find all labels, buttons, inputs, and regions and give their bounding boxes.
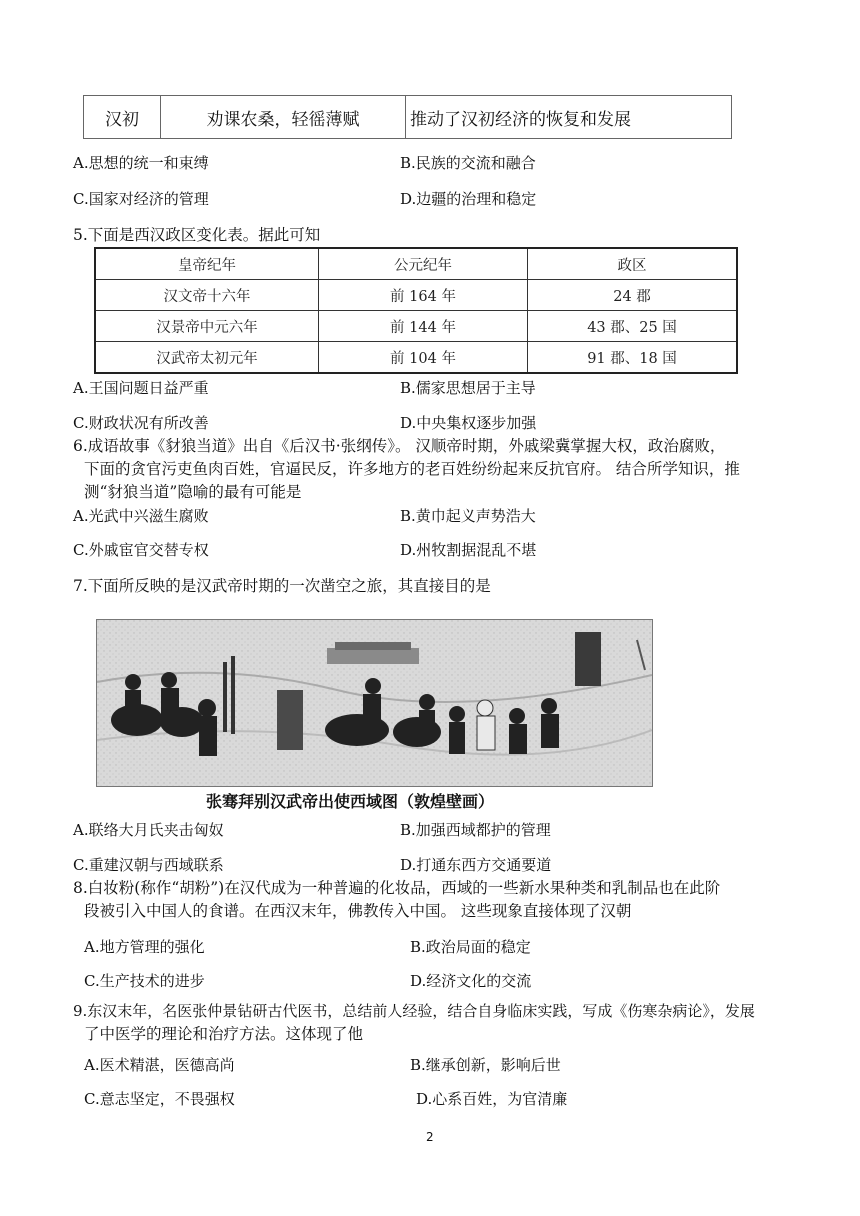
mural-caption: 张骞拜别汉武帝出使西域图（敦煌壁画） <box>206 792 495 811</box>
table-row <box>95 280 737 311</box>
q8-option-d[interactable]: D.经济文化的交流 <box>410 972 532 990</box>
mural-image <box>96 619 653 787</box>
table-cell: 前 104 年 <box>319 342 528 374</box>
table-cell: 汉武帝太初元年 <box>95 342 319 374</box>
q9-option-b[interactable]: B.继承创新，影响后世 <box>410 1056 561 1074</box>
q8-option-b[interactable]: B.政治局面的稳定 <box>410 938 531 956</box>
q8-stem-line: 8.白妆粉(称作“胡粉”)在汉代成为一种普遍的化妆品，西域的一些新水果种类和乳制品也在此阶 <box>73 879 721 897</box>
q8-option-c[interactable]: C.生产技术的进步 <box>84 972 205 990</box>
table-cell: 汉景帝中元六年 <box>95 311 319 342</box>
q8-stem-line: 段被引入中国人的食谱。在西汉末年，佛教传入中国。 这些现象直接体现了汉朝 <box>84 902 632 920</box>
column-header: 皇帝纪年 <box>95 248 319 280</box>
table-cell: 前 164 年 <box>319 280 528 311</box>
q9-option-c[interactable]: C.意志坚定，不畏强权 <box>84 1090 235 1108</box>
q4-option-a[interactable]: A.思想的统一和束缚 <box>73 154 209 172</box>
table-cell: 43 郡、25 国 <box>528 311 738 342</box>
q6-stem-line: 下面的贪官污吏鱼肉百姓，官逼民反，许多地方的老百姓纷纷起来反抗官府。 结合所学知识，推 <box>84 460 740 478</box>
q6-stem-line: 测“豺狼当道”隐喻的最有可能是 <box>84 483 302 501</box>
column-header: 政区 <box>528 248 738 280</box>
q5-option-d[interactable]: D.中央集权逐步加强 <box>400 414 537 432</box>
table-cell-period: 汉初 <box>84 96 161 139</box>
q9-stem-line: 了中医学的理论和治疗方法。这体现了他 <box>84 1025 364 1043</box>
q7-option-b[interactable]: B.加强西域都护的管理 <box>400 821 551 839</box>
table-cell: 前 144 年 <box>319 311 528 342</box>
table-row <box>95 342 737 374</box>
table-header-row <box>95 248 737 280</box>
q7-stem: 7.下面所反映的是汉武帝时期的一次凿空之旅，其直接目的是 <box>73 577 491 595</box>
table-cell-policy: 劝课农桑，轻徭薄赋 <box>161 96 406 139</box>
table-cell-effect: 推动了汉初经济的恢复和发展 <box>406 96 732 139</box>
q6-stem-line: 6.成语故事《豺狼当道》出自《后汉书·张纲传》。 汉顺帝时期，外戚梁冀掌握大权，政治腐败， <box>73 437 726 455</box>
q5-option-c[interactable]: C.财政状况有所改善 <box>73 414 209 432</box>
q7-option-d[interactable]: D.打通东西方交通要道 <box>400 856 552 874</box>
table-cell: 91 郡、18 国 <box>528 342 738 374</box>
q4-option-b[interactable]: B.民族的交流和融合 <box>400 154 536 172</box>
table-cell: 汉文帝十六年 <box>95 280 319 311</box>
q9-option-a[interactable]: A.医术精湛，医德高尚 <box>84 1056 235 1074</box>
mural-illustration <box>97 620 652 786</box>
q9-option-d[interactable]: D.心系百姓，为官清廉 <box>416 1090 568 1108</box>
q5-stem: 5.下面是西汉政区变化表。据此可知 <box>73 226 321 244</box>
q8-option-a[interactable]: A.地方管理的强化 <box>84 938 205 956</box>
policy-table <box>83 95 732 139</box>
q7-option-c[interactable]: C.重建汉朝与西域联系 <box>73 856 224 874</box>
table-row <box>95 311 737 342</box>
q4-option-c[interactable]: C.国家对经济的管理 <box>73 190 209 208</box>
region-table <box>94 247 738 374</box>
table-row <box>84 96 732 139</box>
table-cell: 24 郡 <box>528 280 738 311</box>
q6-option-a[interactable]: A.光武中兴滋生腐败 <box>73 507 209 525</box>
q6-option-b[interactable]: B.黄巾起义声势浩大 <box>400 507 536 525</box>
q4-option-d[interactable]: D.边疆的治理和稳定 <box>400 190 537 208</box>
q7-option-a[interactable]: A.联络大月氏夹击匈奴 <box>73 821 224 839</box>
q6-option-d[interactable]: D.州牧割据混乱不堪 <box>400 541 537 559</box>
column-header: 公元纪年 <box>319 248 528 280</box>
q6-option-c[interactable]: C.外戚宦官交替专权 <box>73 541 209 559</box>
q9-stem-line: 9.东汉末年，名医张仲景钻研古代医书，总结前人经验，结合自身临床实践，写成《伤寒杂病论》，发展 <box>73 1002 755 1020</box>
q5-option-a[interactable]: A.王国问题日益严重 <box>73 379 209 397</box>
q5-option-b[interactable]: B.儒家思想居于主导 <box>400 379 536 397</box>
page-number: 2 <box>426 1130 434 1144</box>
